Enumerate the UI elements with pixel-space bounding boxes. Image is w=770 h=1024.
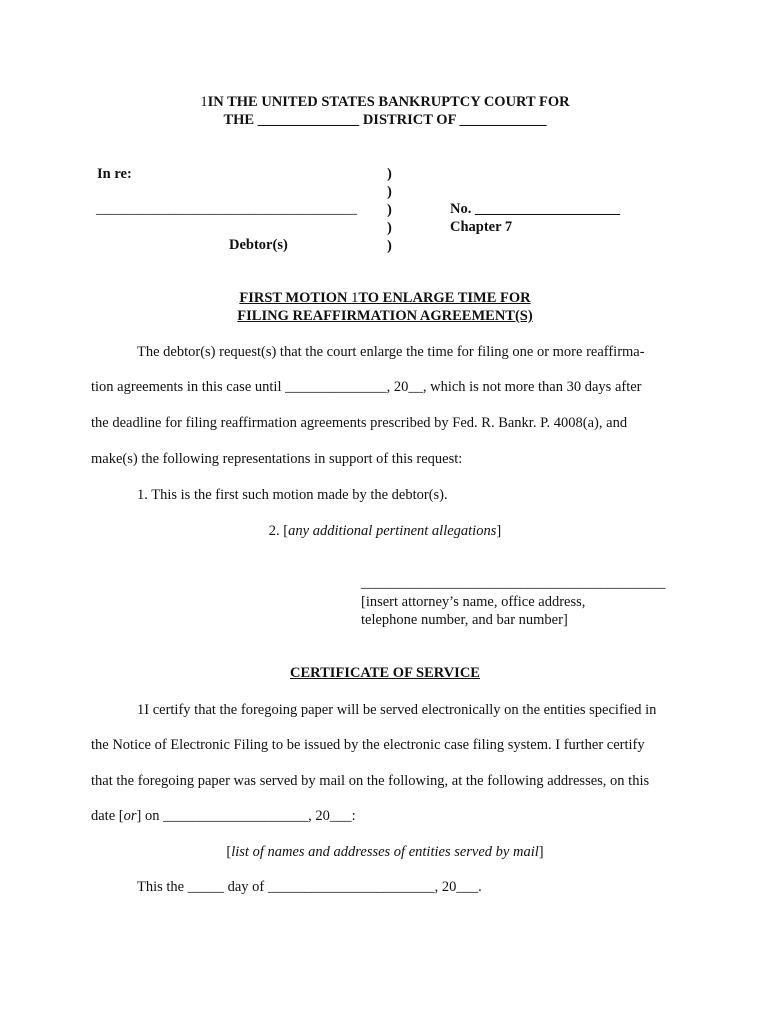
motion-body-line: tion agreements in this case until ______________, 20__, which is not more than 30 days after <box>91 379 642 395</box>
caption-paren: ) <box>387 166 392 182</box>
motion-title-line1: FIRST MOTION 1TO ENLARGE TIME FOR <box>239 290 531 306</box>
service-list-placeholder: [list of names and addresses of entities served by mail] <box>226 844 544 860</box>
motion-item-2: 2. [any additional pertinent allegations] <box>268 523 502 539</box>
debtor-name-blank: ____________________________________ <box>96 201 357 217</box>
certificate-body-line: that the foregoing paper was served by mail on the following, at the following addresses, on this <box>91 773 650 789</box>
in-re-label: In re: <box>97 166 132 182</box>
certificate-date-line: date [or] on ____________________, 20___: <box>91 808 356 824</box>
certificate-body-line: 1I certify that the foregoing paper will be served electronically on the entities specified in <box>137 702 657 718</box>
certificate-title: CERTIFICATE OF SERVICE <box>290 665 480 681</box>
signature-text-line2: telephone number, and bar number] <box>361 612 568 628</box>
court-heading-line1: 1IN THE UNITED STATES BANKRUPTCY COURT FOR <box>200 94 570 110</box>
footnote-mark: 1 <box>200 94 208 110</box>
case-number: No. ____________________ <box>450 201 620 217</box>
motion-body-line: make(s) the following representations in support of this request: <box>91 451 463 467</box>
motion-title-line2: FILING REAFFIRMATION AGREEMENT(S) <box>237 308 533 324</box>
debtors-label: Debtor(s) <box>229 237 288 253</box>
motion-item-1: 1. This is the first such motion made by the debtor(s). <box>137 487 448 503</box>
caption-paren: ) <box>387 220 392 236</box>
caption-paren: ) <box>387 202 392 218</box>
certificate-body-line: the Notice of Electronic Filing to be issued by the electronic case filing system. I further certify <box>91 737 645 753</box>
signature-text-line1: [insert attorney’s name, office address, <box>361 594 586 610</box>
execution-date-line: This the _____ day of _______________________, 20___. <box>137 879 482 895</box>
signature-line: __________________________________________ <box>361 575 666 591</box>
chapter-label: Chapter 7 <box>450 219 513 235</box>
footnote-mark: 1 <box>351 290 359 306</box>
motion-body-line: The debtor(s) request(s) that the court enlarge the time for filing one or more reaffirma- <box>137 344 645 360</box>
caption-paren: ) <box>387 238 392 254</box>
court-heading-line2: THE ______________ DISTRICT OF ____________ <box>223 112 547 128</box>
motion-body-line: the deadline for filing reaffirmation agreements prescribed by Fed. R. Bankr. P. 4008(a), and <box>91 415 628 431</box>
caption-paren: ) <box>387 184 392 200</box>
